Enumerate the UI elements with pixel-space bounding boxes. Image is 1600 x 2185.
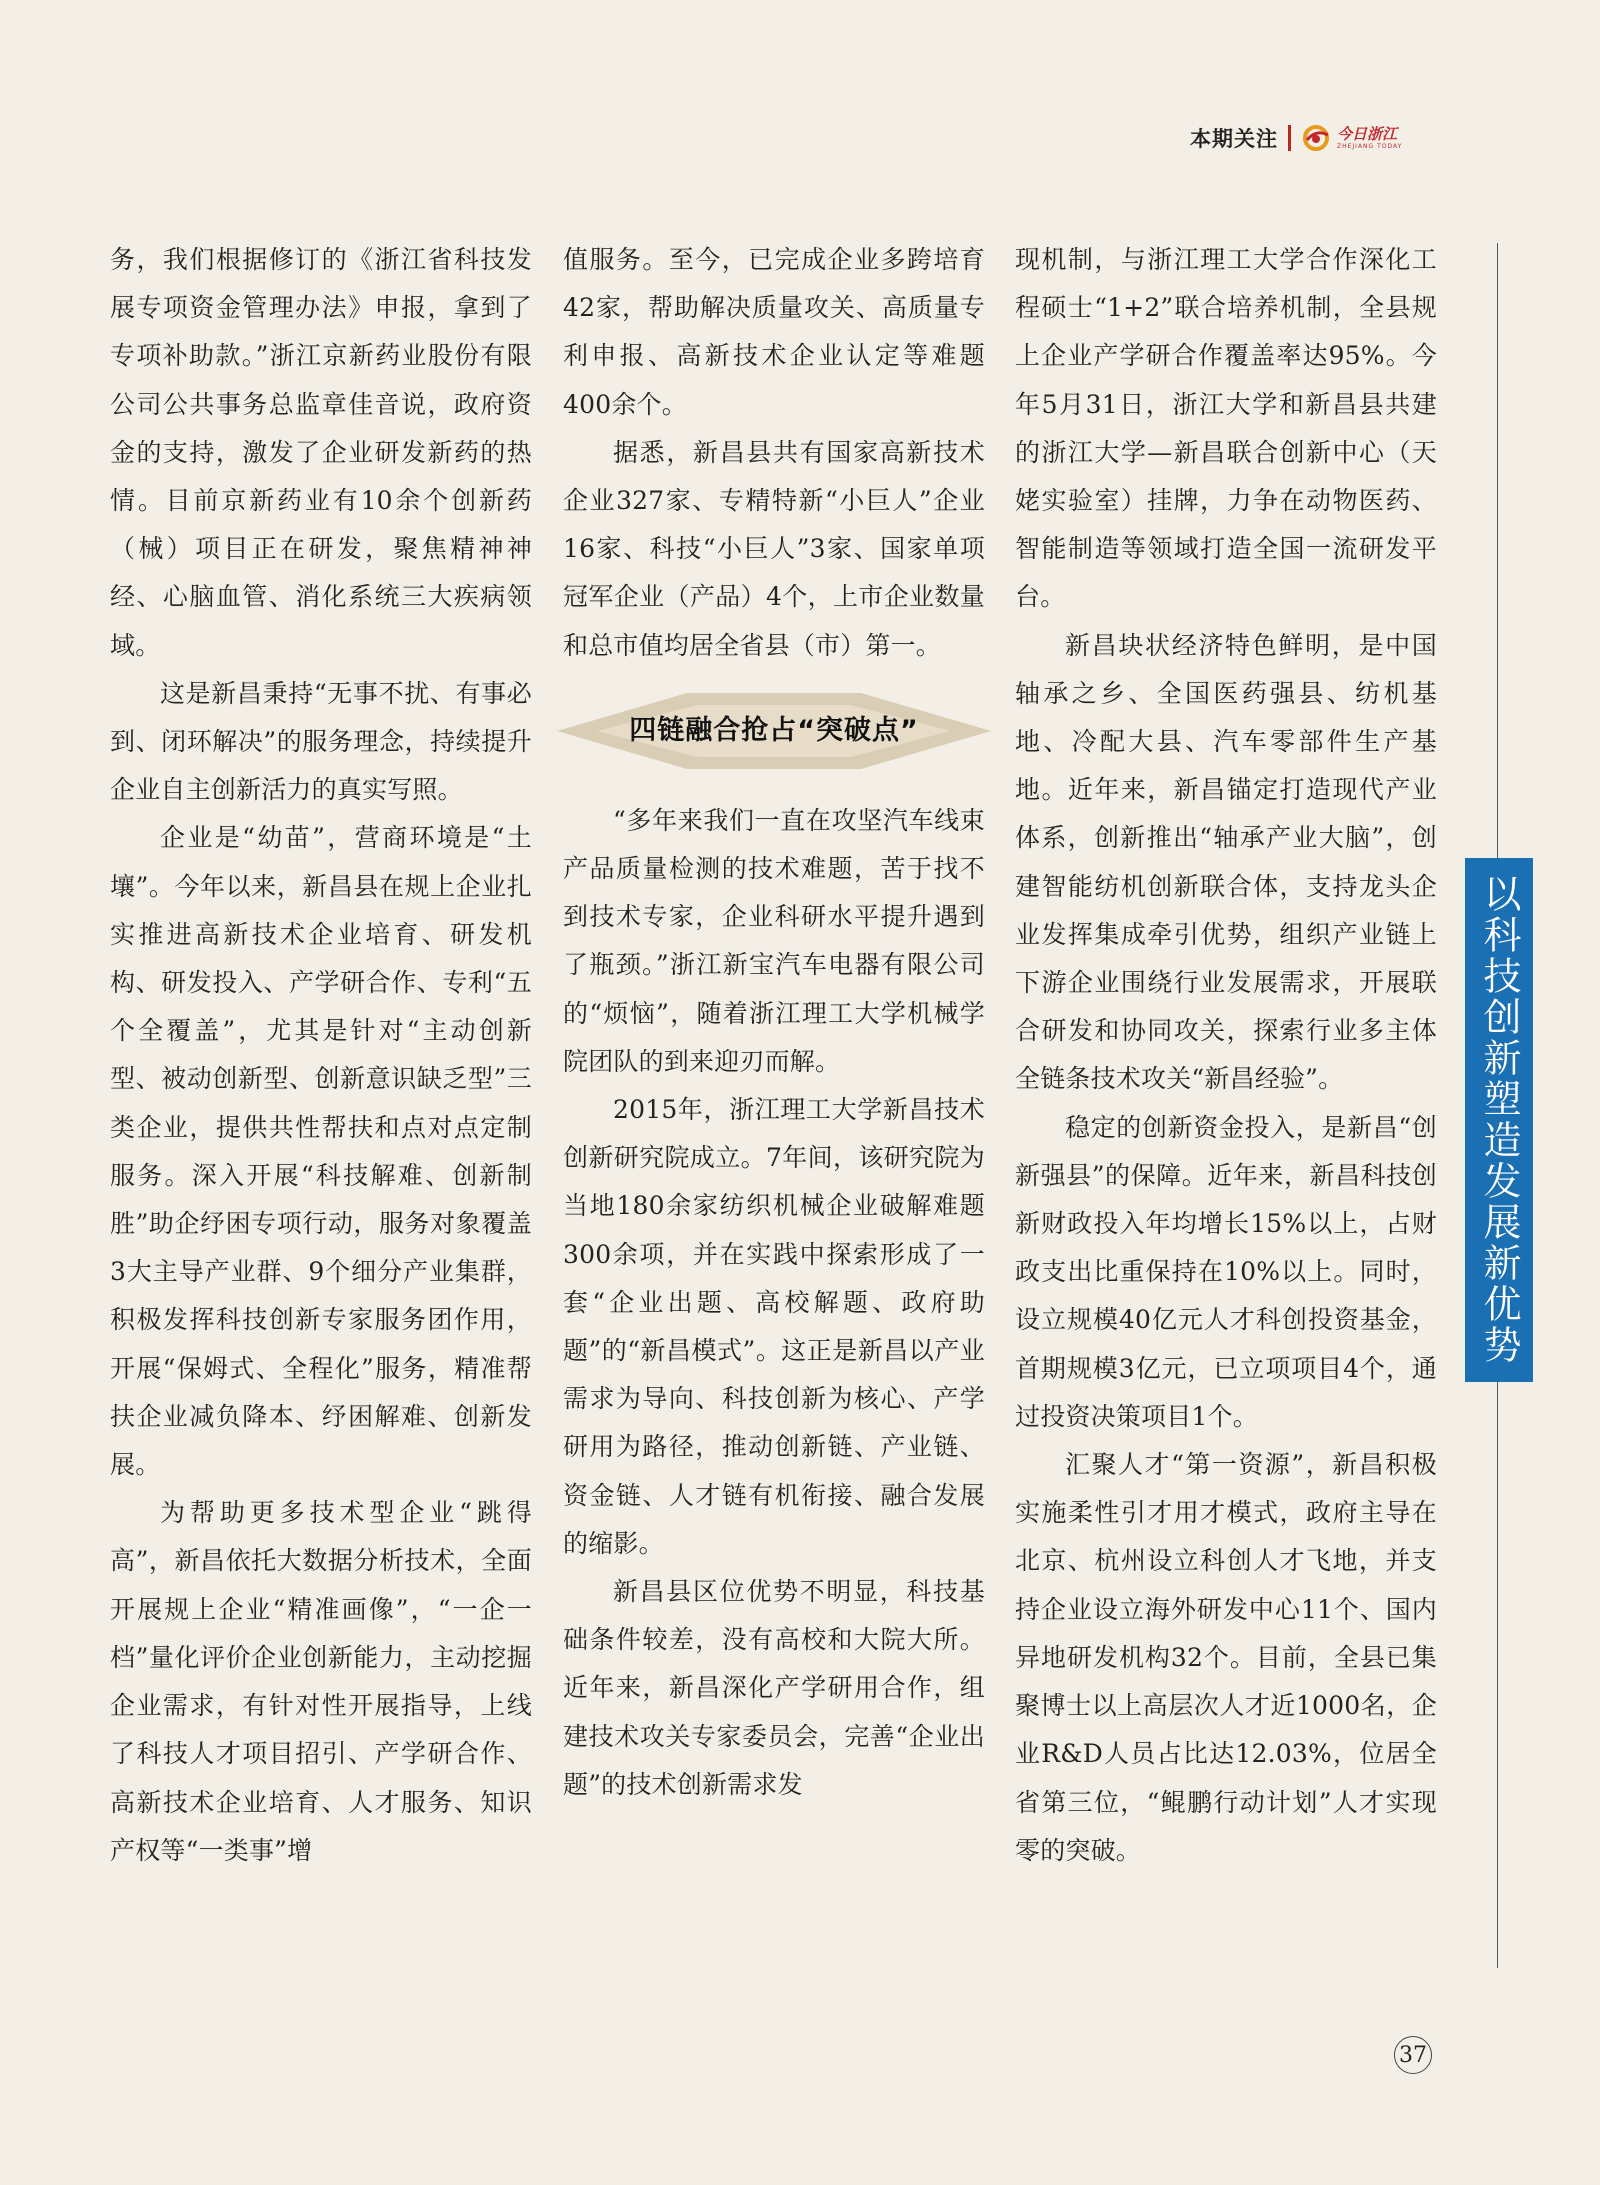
section-subheading [563, 693, 985, 769]
zhejiang-today-logo [1301, 123, 1402, 153]
article-column-2 [563, 236, 985, 1809]
logo-swirl-icon [1301, 123, 1335, 153]
article-column-3 [1015, 236, 1437, 1875]
paragraph: 新昌块状经济特色鲜明，是中国轴承之乡、全国医药强县、纺机基地、冷配大县、汽车零部件生产基地。近年来，新昌锚定打造现代产业体系，创新推出“轴承产业大脑”，创建智能纺机创新联合体，支持龙头企业发挥集成牵引优势，组织产业链上下游企业围绕行业发展需求，开展联合研发和协同攻关，探索行业多主体全链条技术攻关“新昌经验”。 [1015, 630, 1437, 1094]
page-number: 37 [1394, 2036, 1432, 2074]
page-header [1190, 118, 1490, 158]
header-divider [1288, 125, 1291, 151]
sidebar-title: 以科技创新塑造发展新优势 [1477, 874, 1521, 1366]
logo-text-cn: 今日浙江 [1337, 124, 1398, 143]
subheading-text: 四链融合抢占“突破点” [629, 714, 919, 746]
paragraph: 新昌县区位优势不明显，科技基础条件较差，没有高校和大院大所。近年来，新昌深化产学研用合作，组建技术攻关专家委员会，完善“企业出题”的技术创新需求发 [563, 1577, 985, 1799]
section-title: 本期关注 [1190, 127, 1278, 151]
logo-text-en: ZHEJIANG TODAY [1337, 142, 1403, 150]
paragraph: 汇聚人才“第一资源”，新昌积极实施柔性引才用才模式，政府主导在北京、杭州设立科创人才飞地，并支持企业设立海外研发中心11个、国内异地研发机构32个。目前，全县已集聚博士以上高层次人才近1000名，企业R&D人员占比达12.03%，位居全省第三位，“鲲鹏行动计划”人才实现零的突破。 [1015, 1450, 1437, 1865]
paragraph: 稳定的创新资金投入，是新昌“创新强县”的保障。近年来，新昌科技创新财政投入年均增长15%以上，占财政支出比重保持在10%以上。同时，设立规模40亿元人才科创投资基金，首期规模3亿元，已立项项目4个，通过投资决策项目1个。 [1015, 1112, 1437, 1431]
article-column-1 [110, 236, 532, 1875]
paragraph: 务，我们根据修订的《浙江省科技发展专项资金管理办法》申报，拿到了专项补助款。”浙江京新药业股份有限公司公共事务总监章佳音说，政府资金的支持，激发了企业研发新药的热情。目前京新药业有10余个创新药（械）项目正在研发，聚焦精神神经、心脑血管、消化系统三大疾病领域。 [110, 245, 532, 660]
paragraph: 值服务。至今，已完成企业多跨培育42家，帮助解决质量攻关、高质量专利申报、高新技术企业认定等难题400余个。 [563, 245, 985, 419]
paragraph: “多年来我们一直在攻坚汽车线束产品质量检测的技术难题，苦于找不到技术专家，企业科研水平提升遇到了瓶颈。”浙江新宝汽车电器有限公司的“烦恼”，随着浙江理工大学机械学院团队的到来迎刃而解。 [563, 805, 985, 1076]
topic-sidebar-tab [1465, 858, 1533, 1382]
paragraph: 为帮助更多技术型企业“跳得高”，新昌依托大数据分析技术，全面开展规上企业“精准画像”，“一企一档”量化评价企业创新能力，主动挖掘企业需求，有针对性开展指导，上线了科技人才项目招引、产学研合作、高新技术企业培育、人才服务、知识产权等“一类事”增 [110, 1498, 532, 1865]
paragraph: 这是新昌秉持“无事不扰、有事必到、闭环解决”的服务理念，持续提升企业自主创新活力的真实写照。 [110, 678, 532, 805]
paragraph: 2015年，浙江理工大学新昌技术创新研究院成立。7年间，该研究院为当地180余家纺织机械企业破解难题300余项，并在实践中探索形成了一套“企业出题、高校解题、政府助题”的“新昌模式”。这正是新昌以产业需求为导向、科技创新为核心、产学研用为路径，推动创新链、产业链、资金链、人才链有机衔接、融合发展的缩影。 [563, 1095, 985, 1558]
paragraph: 现机制，与浙江理工大学合作深化工程硕士“1+2”联合培养机制，全县规上企业产学研合作覆盖率达95%。今年5月31日，浙江大学和新昌县共建的浙江大学—新昌联合创新中心（天姥实验室）挂牌，力争在动物医药、智能制造等领域打造全国一流研发平台。 [1015, 245, 1437, 612]
paragraph: 据悉，新昌县共有国家高新技术企业327家、专精特新“小巨人”企业16家、科技“小巨人”3家、国家单项冠军企业（产品）4个，上市企业数量和总市值均居全省县（市）第一。 [563, 437, 985, 660]
paragraph: 企业是“幼苗”，营商环境是“土壤”。今年以来，新昌县在规上企业扎实推进高新技术企业培育、研发机构、研发投入、产学研合作、专利“五个全覆盖”，尤其是针对“主动创新型、被动创新型、创新意识缺乏型”三类企业，提供共性帮扶和点对点定制服务。深入开展“科技解难、创新制胜”助企纾困专项行动，服务对象覆盖3大主导产业群、9个细分产业集群，积极发挥科技创新专家服务团作用，开展“保姆式、全程化”服务，精准帮扶企业减负降本、纾困解难、创新发展。 [110, 823, 532, 1480]
